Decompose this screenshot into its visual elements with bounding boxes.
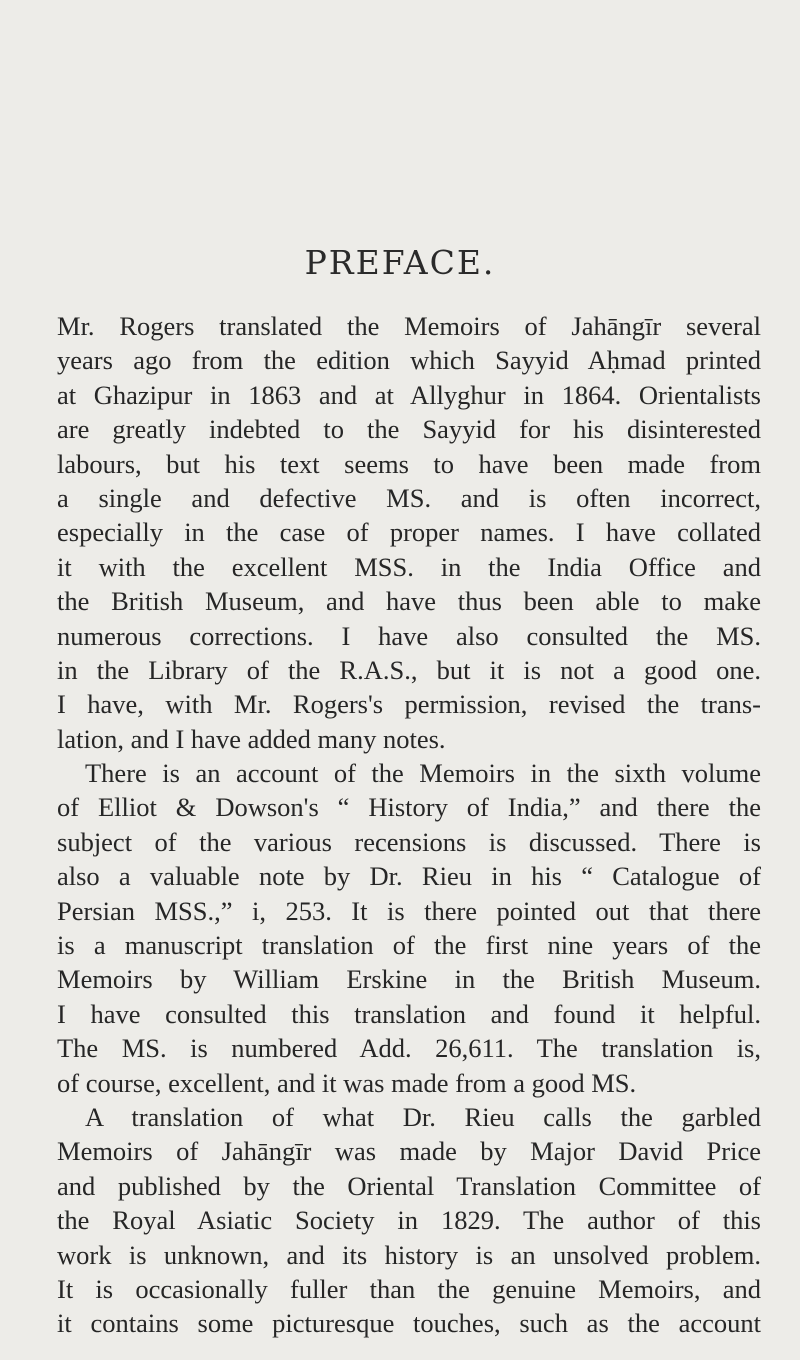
text-line: labours, but his text seems to have been made from <box>57 448 761 479</box>
text-line: I have, with Mr. Rogers's permission, revised the trans- <box>57 689 761 720</box>
page-title: PREFACE. <box>304 243 496 282</box>
text-line: also a valuable note by Dr. Rieu in his “ Catalogue of <box>57 861 761 892</box>
text-line: are greatly indebted to the Sayyid for his disinterested <box>57 414 761 445</box>
text-line: it with the excellent MSS. in the India Office and <box>57 551 761 582</box>
text-line: work is unknown, and its history is an unsolved problem. <box>57 1239 761 1270</box>
text-line: of course, excellent, and it was made from a good MS. <box>57 1067 637 1098</box>
text-line: especially in the case of proper names. I have collated <box>57 517 761 548</box>
text-line: and published by the Oriental Translation Committee of <box>57 1170 761 1201</box>
text-line: the Royal Asiatic Society in 1829. The author of this <box>57 1205 761 1236</box>
text-line: it contains some picturesque touches, such as the account <box>57 1308 761 1339</box>
text-line: The MS. is numbered Add. 26,611. The translation is, <box>57 1033 761 1064</box>
preface-body <box>57 309 761 1341</box>
text-line: Mr. Rogers translated the Memoirs of Jahāngīr several <box>57 311 761 341</box>
text-line: a single and defective MS. and is often incorrect, <box>57 482 761 513</box>
text-line: at Ghazipur in 1863 and at Allyghur in 1864. Orientalists <box>57 379 761 410</box>
text-line: is a manuscript translation of the first nine years of the <box>57 930 761 961</box>
text-line: the British Museum, and have thus been able to make <box>57 586 761 617</box>
text-line: of Elliot & Dowson's “ History of India,” and there the <box>57 792 761 823</box>
text-line: numerous corrections. I have also consulted the MS. <box>57 620 761 651</box>
text-line: Persian MSS.,” i, 253. It is there pointed out that there <box>57 895 761 926</box>
text-line: Memoirs by William Erskine in the British Museum. <box>57 964 761 995</box>
text-line: It is occasionally fuller than the genuine Memoirs, and <box>57 1273 761 1304</box>
text-line: subject of the various recensions is discussed. There is <box>57 826 761 857</box>
text-line: A translation of what Dr. Rieu calls the garbled <box>85 1101 761 1132</box>
text-line: in the Library of the R.A.S., but it is not a good one. <box>57 654 761 685</box>
text-line: There is an account of the Memoirs in the sixth volume <box>85 758 761 789</box>
text-line: I have consulted this translation and found it helpful. <box>57 998 761 1029</box>
text-line: lation, and I have added many notes. <box>57 723 446 754</box>
text-line: Memoirs of Jahāngīr was made by Major David Price <box>57 1136 761 1167</box>
text-line: years ago from the edition which Sayyid Aḥmad printed <box>57 345 761 376</box>
